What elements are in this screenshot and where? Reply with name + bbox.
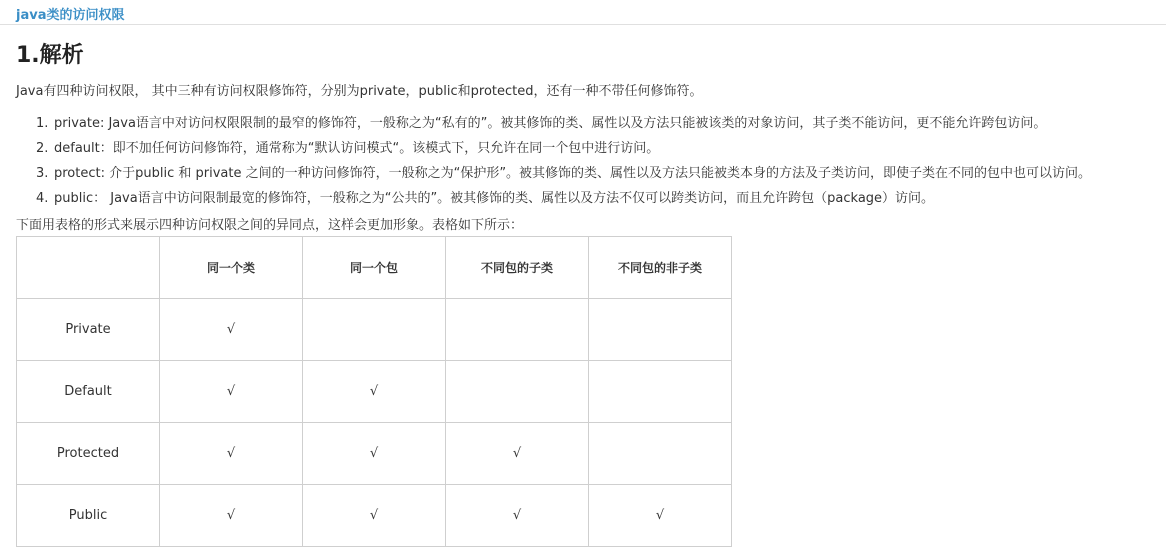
table-intro-note: 下面用表格的形式来展示四种访问权限之间的异同点，这样会更加形象。表格如下所示： [16, 218, 524, 233]
table-row-label: Private [17, 299, 160, 361]
table-header-cell: 不同包的子类 [446, 237, 589, 299]
list-item [36, 115, 1161, 140]
table-cell: √ [303, 485, 446, 547]
list-text: default：即不加任何访问修饰符，通常称为“默认访问模式“。该模式下，只允许在同一个包中进行访问。 [54, 141, 660, 156]
table-row-label: Protected [17, 423, 160, 485]
table-cell: √ [303, 423, 446, 485]
table-row [17, 361, 732, 423]
list-number: 3. [36, 166, 49, 181]
table-header-cell [17, 237, 160, 299]
list-item [36, 190, 1161, 215]
page-header-title[interactable]: java类的访问权限 [16, 8, 125, 23]
table-cell: √ [446, 423, 589, 485]
table-row-label: Public [17, 485, 160, 547]
list-text: private: Java语言中对访问权限限制的最窄的修饰符，一般称之为“私有的”。被其修饰的类、属性以及方法只能被该类的对象访问，其子类不能访问，更不能允许跨包访问。 [54, 116, 1047, 131]
section-heading: 1.解析 [16, 43, 84, 68]
list-text: public： Java语言中访问限制最宽的修饰符，一般称之为“公共的”。被其修饰的类、属性以及方法不仅可以跨类访问，而且允许跨包（package）访问。 [54, 191, 935, 206]
table-header-row [17, 237, 732, 299]
intro-paragraph: Java有四种访问权限， 其中三种有访问权限修饰符，分别为private，public和protected，还有一种不带任何修饰符。 [16, 84, 703, 99]
table-header-cell: 不同包的非子类 [589, 237, 732, 299]
table-cell [446, 361, 589, 423]
table-cell [589, 299, 732, 361]
modifier-list [36, 115, 1161, 215]
table-cell: √ [160, 299, 303, 361]
access-table [16, 236, 732, 547]
table-header-cell: 同一个类 [160, 237, 303, 299]
table-cell: √ [303, 361, 446, 423]
list-number: 4. [36, 191, 49, 206]
table-row-label: Default [17, 361, 160, 423]
table-cell [303, 299, 446, 361]
table-row [17, 423, 732, 485]
table-cell [589, 361, 732, 423]
list-item [36, 140, 1161, 165]
table-cell [446, 299, 589, 361]
top-bar [0, 0, 1166, 25]
table-header-cell: 同一个包 [303, 237, 446, 299]
table-cell: √ [160, 485, 303, 547]
list-number: 1. [36, 116, 49, 131]
table-row [17, 485, 732, 547]
table-cell: √ [160, 423, 303, 485]
table-cell [589, 423, 732, 485]
table-row [17, 299, 732, 361]
list-item [36, 165, 1161, 190]
list-number: 2. [36, 141, 49, 156]
list-text: protect: 介于public 和 private 之间的一种访问修饰符，一般称之为“保护形”。被其修饰的类、属性以及方法只能被类本身的方法及子类访问，即使子类在不同的包中也可以访问。 [54, 166, 1092, 181]
table-cell: √ [160, 361, 303, 423]
table-cell: √ [446, 485, 589, 547]
table-cell: √ [589, 485, 732, 547]
